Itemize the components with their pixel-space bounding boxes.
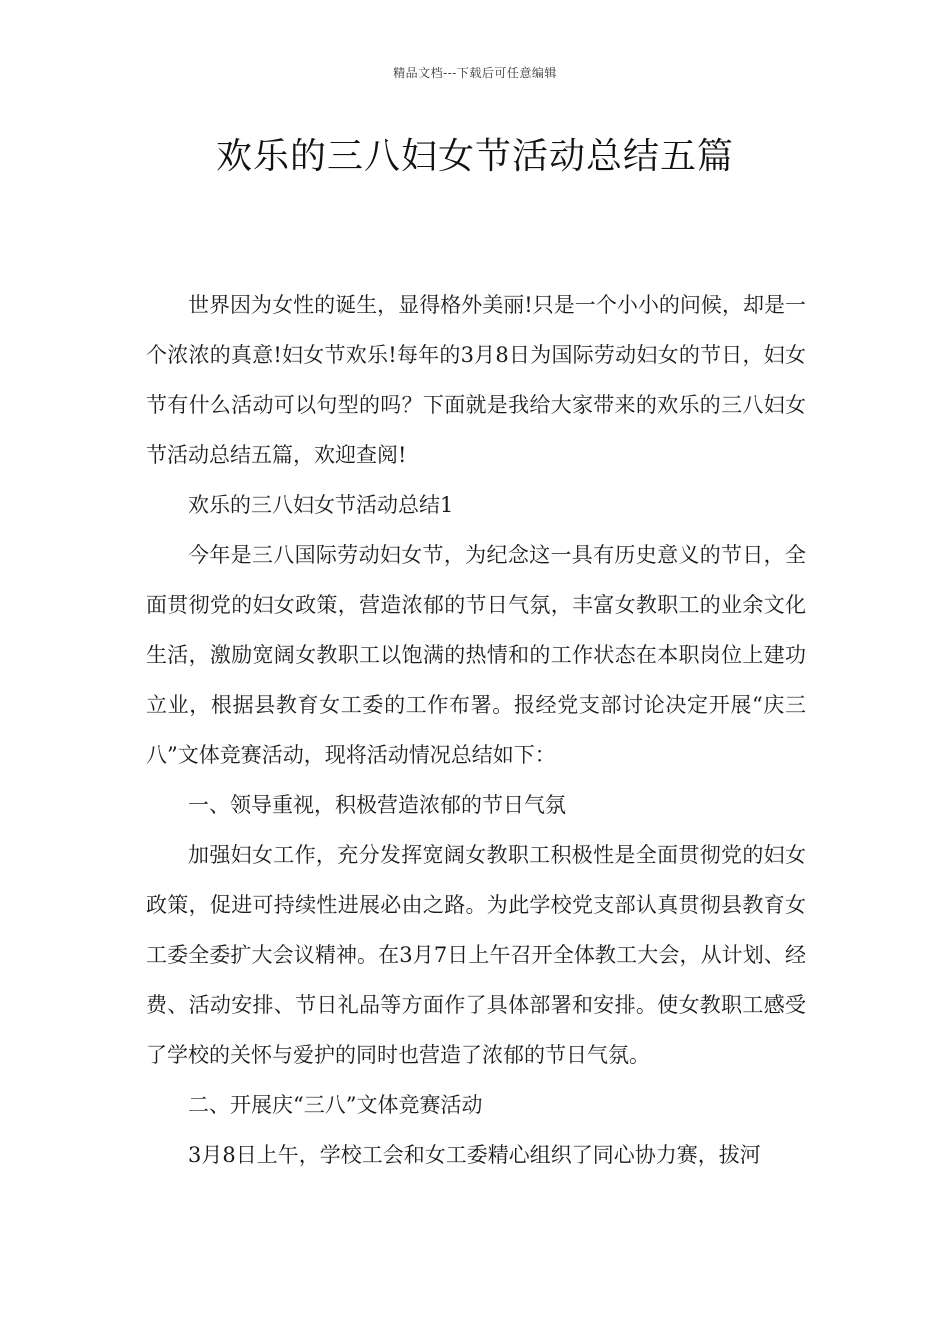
paragraph-summary-1: 今年是三八国际劳动妇女节，为纪念这一具有历史意义的节日，全面贯彻党的妇女政策，营造浓郁的节日气氛，丰富女教职工的业余文化生活，激励宽阔女教职工以饱满的热情和的工作状态在本职岗位上建功立业，根据县教育女工委的工作布署。报经党支部讨论决定开展“庆三八”文体竞赛活动，现将活动情况总结如下：: [146, 543, 806, 767]
header-note: 精品文档---下载后可任意编辑: [393, 66, 557, 80]
subheading-leadership: 一、领导重视，积极营造浓郁的节日气氛: [188, 793, 566, 817]
subheading-activities: 二、开展庆“三八”文体竞赛活动: [188, 1093, 483, 1117]
document-body: [146, 280, 806, 1180]
paragraph-intro: 世界因为女性的诞生，显得格外美丽!只是一个小小的问候，却是一个浓浓的真意!妇女节欢乐!每年的3月8日为国际劳动妇女的节日，妇女节有什么活动可以句型的吗？下面就是我给大家带来的欢乐的三八妇女节活动总结五篇，欢迎查阅!: [146, 293, 806, 467]
section-heading-summary-1: 欢乐的三八妇女节活动总结1: [188, 493, 454, 517]
document-title: 欢乐的三八妇女节活动总结五篇: [215, 136, 734, 177]
paragraph-leadership: 加强妇女工作，充分发挥宽阔女教职工积极性是全面贯彻党的妇女政策，促进可持续性进展必由之路。为此学校党支部认真贯彻县教育女工委全委扩大会议精神。在3月7日上午召开全体教工大会，从计划、经费、活动安排、节日礼品等方面作了具体部署和安排。使女教职工感受了学校的关怀与爱护的同时也营造了浓郁的节日气氛。: [146, 843, 806, 1067]
paragraph-activities: 3月8日上午，学校工会和女工委精心组织了同心协力赛，拔河: [188, 1143, 761, 1167]
